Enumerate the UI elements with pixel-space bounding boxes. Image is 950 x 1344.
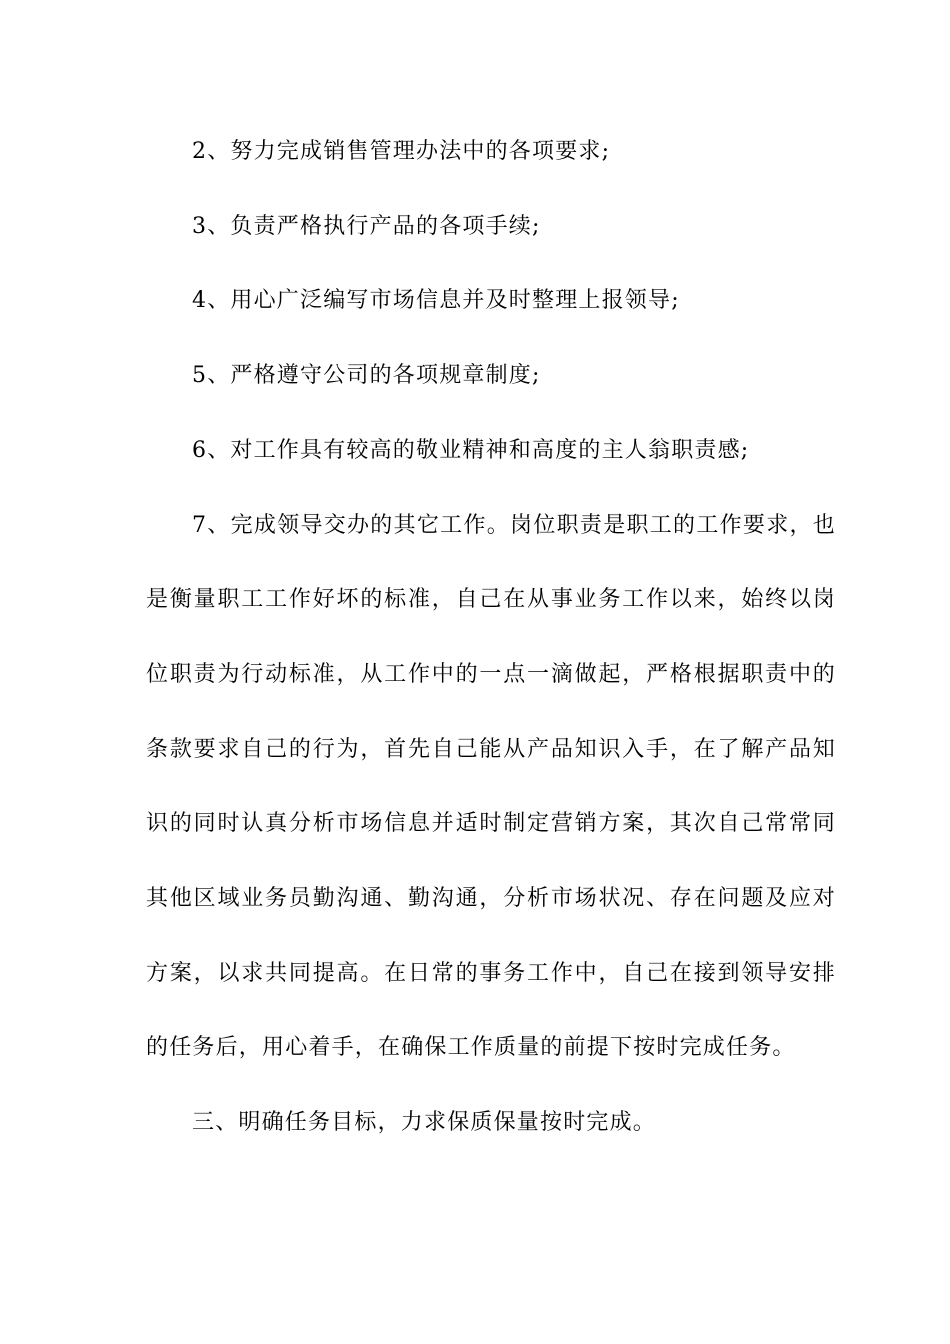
paragraph-item-5: 5、严格遵守公司的各项规章制度; bbox=[192, 363, 541, 389]
paragraph-item-7: 7、完成领导交办的其它工作。岗位职责是职工的工作要求，也是衡量职工工作好坏的标准，自己在从事业务工作以来，始终以岗位职责为行动标准，从工作中的一点一滴做起，严格根据职责中的条款要求自己的行为，首先自己能从产品知识入手，在了解产品知识的同时认真分析市场信息并适时制定营销方案，其次自己常常同其他区域业务员勤沟通、勤沟通，分析市场状况、存在问题及应对方案，以求共同提高。在日常的事务工作中，自己在接到领导安排的任务后，用心着手，在确保工作质量的前提下按时完成任务。 bbox=[146, 512, 836, 1061]
paragraph-item-6: 6、对工作具有较高的敬业精神和高度的主人翁职责感; bbox=[192, 437, 750, 463]
paragraph-item-3: 3、负责严格执行产品的各项手续; bbox=[192, 213, 541, 239]
paragraph-item-4: 4、用心广泛编写市场信息并及时整理上报领导; bbox=[192, 288, 680, 314]
paragraph-item-2: 2、努力完成销售管理办法中的各项要求; bbox=[192, 139, 611, 164]
document-body bbox=[146, 115, 836, 1161]
section-heading-3: 三、明确任务目标，力求保质保量按时完成。 bbox=[192, 1110, 657, 1136]
